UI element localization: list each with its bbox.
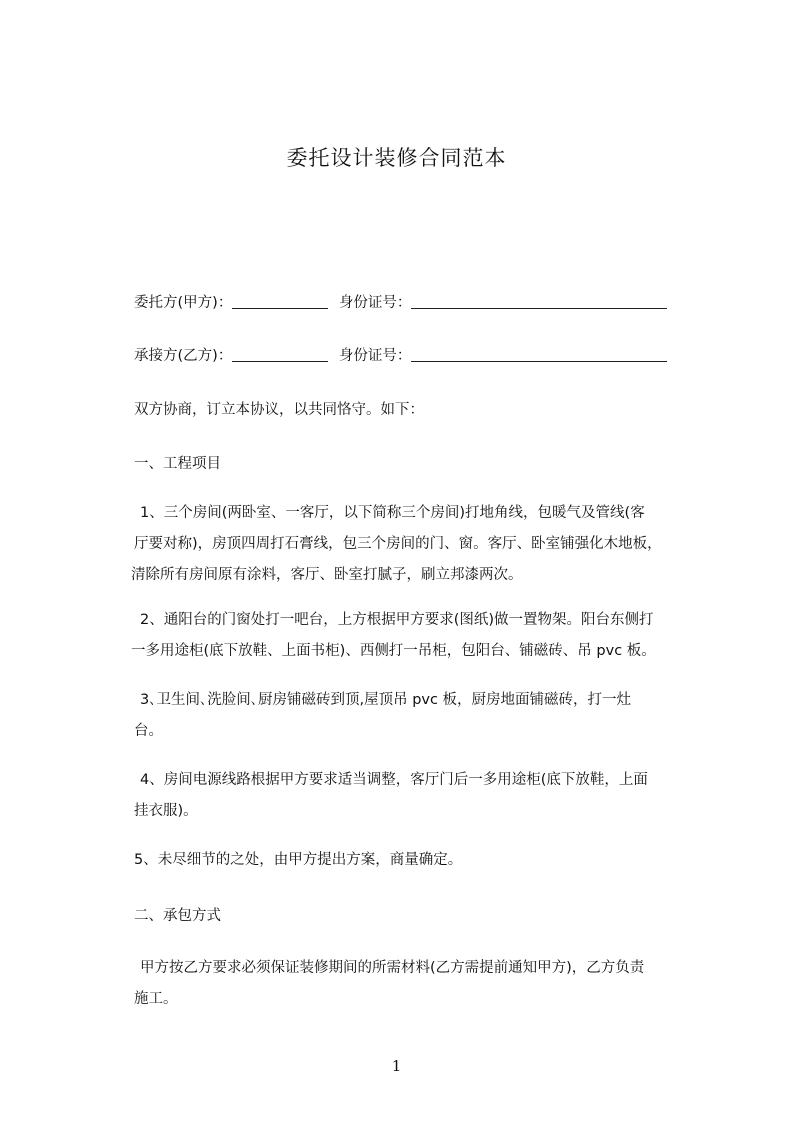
party-b-label: 承接方(乙方)： — [134, 348, 233, 364]
party-a-label: 委托方(甲方)： — [134, 295, 233, 311]
section1-heading: 一、工程项目 — [134, 456, 221, 472]
item-line: 4、房间电源线路根据甲方要求适当调整，客厅门后一多用途柜(底下放鞋，上面 — [140, 772, 648, 788]
item-line: 挂衣服)。 — [134, 803, 198, 819]
body-line: 施工。 — [134, 991, 178, 1007]
body-line: 甲方按乙方要求必须保证装修期间的所需材料(乙方需提前通知甲方)，乙方负责 — [140, 960, 645, 976]
party-a-line — [134, 291, 667, 312]
party-a-id-blank[interactable] — [411, 294, 667, 309]
party-b-line — [134, 344, 667, 365]
item-line: 3､卫生间､洗脸间､厨房铺磁砖到顶,屋顶吊 pvc 板，厨房地面铺磁砖，打一灶 — [140, 692, 632, 708]
item-line: 1、三个房间(两卧室、一客厅，以下简称三个房间)打地角线，包暖气及管线(客 — [140, 505, 645, 521]
section1-item-4 — [134, 765, 714, 827]
item-line: 清除所有房间原有涂料，客厅、卧室打腻子，刷立邦漆两次。 — [131, 567, 523, 583]
intro-text: 双方协商，订立本协议，以共同恪守。如下： — [134, 402, 424, 418]
section2-body — [134, 953, 714, 1015]
item-line: 一多用途柜(底下放鞋、上面书柜)、西侧打一吊柜，包阳台、铺磁砖、吊 pvc 板。 — [131, 643, 656, 659]
party-b-name-blank[interactable] — [232, 347, 328, 362]
document-title: 委托设计装修合同范本 — [286, 146, 507, 170]
section1-item-3 — [134, 685, 714, 747]
page-number: 1 — [391, 1057, 402, 1075]
item-line: 厅要对称)，房顶四周打石膏线，包三个房间的门、窗。客厅、卧室铺强化木地板， — [134, 536, 662, 552]
section2-heading: 二、承包方式 — [134, 908, 221, 924]
item-line: 2、通阳台的门窗处打一吧台，上方根据甲方要求(图纸)做一置物架。阳台东侧打 — [140, 612, 654, 628]
section1-item-1 — [131, 498, 714, 591]
party-a-id-label: 身份证号： — [338, 295, 412, 311]
section1-item-2 — [131, 605, 714, 667]
section1-item-5 — [134, 845, 714, 876]
party-a-name-blank[interactable] — [232, 294, 328, 309]
item-line: 台。 — [134, 723, 163, 739]
party-b-id-label: 身份证号： — [338, 348, 412, 364]
item-line: 5、未尽细节的之处，由甲方提出方案，商量确定。 — [134, 852, 463, 868]
party-b-id-blank[interactable] — [411, 347, 667, 362]
